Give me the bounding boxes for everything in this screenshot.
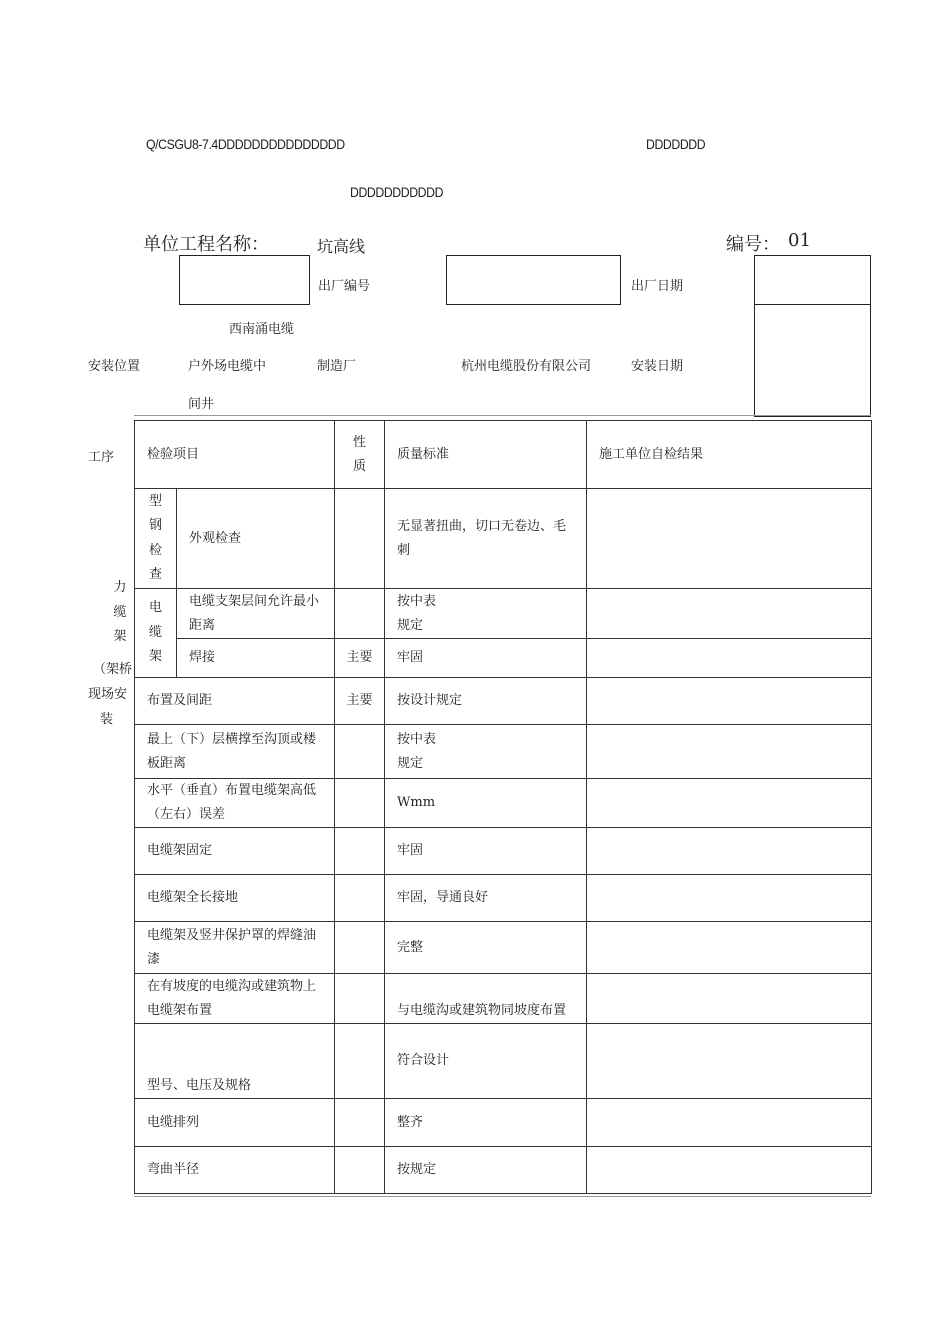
row-standard: 按设计规定 [385, 678, 587, 725]
install-location-value-3: 间井 [188, 397, 215, 412]
install-location-label: 安装位置 [88, 359, 141, 374]
row-standard: 按规定 [385, 1147, 587, 1194]
factory-no-box [179, 255, 310, 305]
row-standard: 与电缆沟或建筑物同坡度布置 [385, 974, 587, 1024]
row-item: 外观检查 [177, 489, 335, 589]
header-item: 检验项目 [135, 421, 335, 489]
install-date-box [754, 304, 871, 417]
row-standard: 牢固 [385, 639, 587, 678]
row-item: 型号、电压及规格 [135, 1024, 335, 1099]
top-divider [134, 415, 871, 416]
table-row [135, 779, 872, 828]
row-item: 布置及间距 [135, 678, 335, 725]
install-location-value-2: 户外场电缆中 [188, 359, 267, 374]
row-nature [335, 974, 385, 1024]
table-row [135, 489, 872, 589]
manufacturer-value: 杭州电缆股份有限公司 [461, 359, 592, 374]
row-nature [335, 1147, 385, 1194]
row-result[interactable] [587, 1024, 872, 1099]
row-item: 焊接 [177, 639, 335, 678]
row-standard: 无显著扭曲，切口无卷边、毛刺 [385, 489, 587, 589]
factory-no-label: 出厂编号 [318, 279, 371, 294]
header-nature-line-1: 性 [353, 434, 367, 450]
factory-no-value-box [446, 255, 621, 305]
process-vertical-text: 力缆架 [113, 580, 127, 644]
manufacturer-label: 制造厂 [317, 359, 357, 374]
header-nature-line-2: 质 [353, 458, 367, 474]
table-row [135, 589, 872, 639]
project-number-value: 01 [788, 230, 811, 251]
row-result[interactable] [587, 828, 872, 875]
table-row [135, 922, 872, 974]
row-nature [335, 589, 385, 639]
install-location-value-1: 西南涌电缆 [229, 322, 295, 337]
row-item: 电缆支架层间允许最小距离 [177, 589, 335, 639]
table-row [135, 1024, 872, 1099]
row-standard-text: 按中表规定 [397, 731, 437, 771]
process-line-2: （架桥 [93, 662, 133, 677]
row-result[interactable] [587, 725, 872, 779]
row-standard [385, 725, 587, 779]
process-label: 工序 [88, 450, 115, 465]
row-standard: 牢固 [385, 828, 587, 875]
row-item: 最上（下）层横撑至沟顶或楼板距离 [135, 725, 335, 779]
factory-date-label: 出厂日期 [631, 279, 684, 294]
bottom-divider [134, 1196, 871, 1197]
process-line-4: 装 [100, 712, 114, 727]
row-item: 电缆架固定 [135, 828, 335, 875]
group-cable-rack-label: 电缆架 [135, 589, 177, 678]
row-standard [385, 589, 587, 639]
row-nature: 主要 [335, 639, 385, 678]
header-nature [335, 421, 385, 489]
row-item: 电缆排列 [135, 1099, 335, 1147]
row-nature: 主要 [335, 678, 385, 725]
process-line-3: 现场安 [88, 687, 128, 702]
document-code: Q/CSGU8-7.4DDDDDDDDDDDDDDD [146, 136, 345, 152]
table-row [135, 678, 872, 725]
document-code-right: DDDDDDD [646, 136, 706, 152]
row-result[interactable] [587, 779, 872, 828]
document-subtitle: DDDDDDDDDDD [350, 184, 444, 200]
row-result[interactable] [587, 589, 872, 639]
row-result[interactable] [587, 974, 872, 1024]
row-item: 弯曲半径 [135, 1147, 335, 1194]
row-standard: 牢固，导通良好 [385, 875, 587, 922]
row-nature [335, 1099, 385, 1147]
row-nature [335, 779, 385, 828]
row-result[interactable] [587, 678, 872, 725]
row-standard: 符合设计 [385, 1024, 587, 1099]
row-result[interactable] [587, 922, 872, 974]
inspection-table [134, 420, 872, 1194]
header-result: 施工单位自检结果 [587, 421, 872, 489]
row-result[interactable] [587, 1099, 872, 1147]
row-result[interactable] [587, 489, 872, 589]
table-row [135, 725, 872, 779]
project-name-value: 坑高线 [317, 237, 366, 256]
install-date-label: 安装日期 [631, 359, 684, 374]
table-row [135, 1147, 872, 1194]
row-item: 在有坡度的电缆沟或建筑物上电缆架布置 [135, 974, 335, 1024]
row-nature [335, 489, 385, 589]
group-steel-check-label: 型钢检查 [135, 489, 177, 589]
table-row [135, 828, 872, 875]
factory-date-box [754, 255, 871, 305]
row-standard: Wmm [385, 779, 587, 828]
table-row [135, 875, 872, 922]
project-number-label: 编号： [726, 234, 780, 255]
row-nature [335, 828, 385, 875]
table-row [135, 1099, 872, 1147]
row-nature [335, 922, 385, 974]
table-row [135, 639, 872, 678]
row-standard-text: 按中表规定 [397, 593, 437, 633]
table-header-row [135, 421, 872, 489]
row-standard: 完整 [385, 922, 587, 974]
row-result[interactable] [587, 1147, 872, 1194]
row-item: 水平（垂直）布置电缆架高低（左右）误差 [135, 779, 335, 828]
row-item: 电缆架及竖井保护罩的焊缝油漆 [135, 922, 335, 974]
table-row [135, 974, 872, 1024]
row-standard: 整齐 [385, 1099, 587, 1147]
project-name-label: 单位工程名称： [143, 234, 269, 255]
row-nature [335, 1024, 385, 1099]
header-standard: 质量标准 [385, 421, 587, 489]
row-nature [335, 725, 385, 779]
row-result[interactable] [587, 875, 872, 922]
row-result[interactable] [587, 639, 872, 678]
row-nature [335, 875, 385, 922]
row-item: 电缆架全长接地 [135, 875, 335, 922]
